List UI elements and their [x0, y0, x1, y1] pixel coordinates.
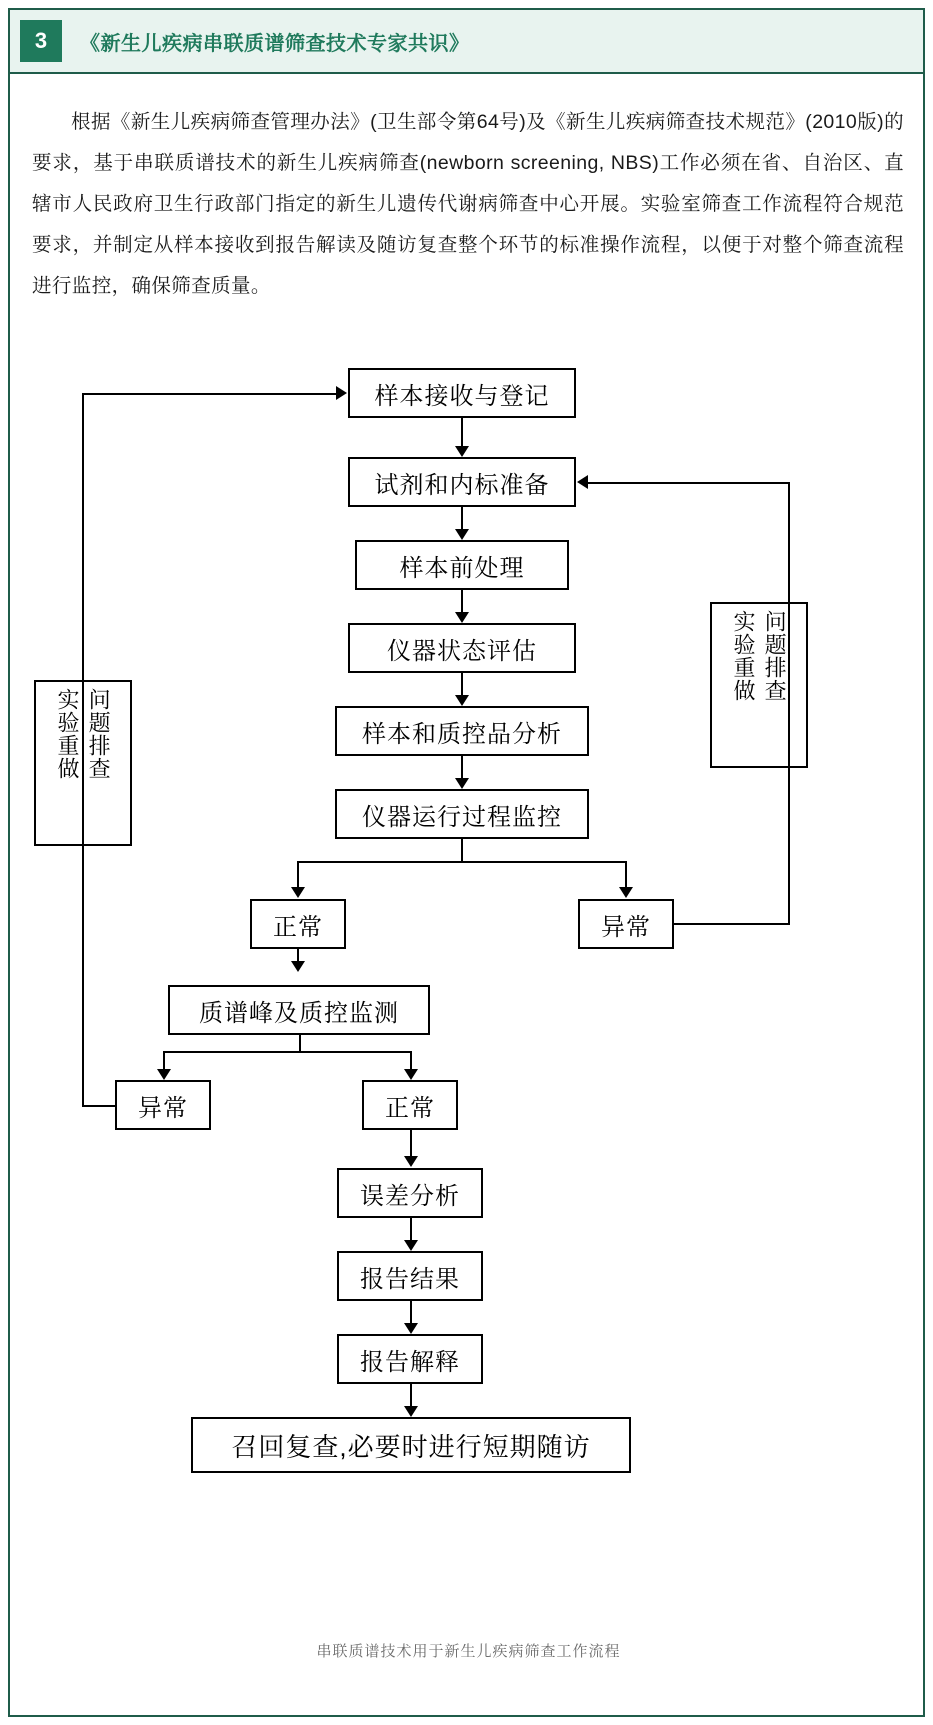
node-instrument-status: 仪器状态评估: [348, 623, 576, 673]
connector-abnormal1-right: [674, 923, 790, 925]
connector-n1-n2: [461, 418, 463, 446]
node-sample-reception: 样本接收与登记: [348, 368, 576, 418]
connector-rightbox-to-n2: [588, 482, 788, 484]
arrow-interp-recall: [404, 1406, 418, 1417]
connector-normal2-error: [410, 1130, 412, 1156]
connector-abnormal1-up: [788, 482, 790, 925]
connector-n6-split-bar: [297, 861, 627, 863]
connector-report-interp: [410, 1301, 412, 1323]
connector-split-left: [297, 861, 299, 887]
connector-interp-recall: [410, 1384, 412, 1406]
arrow-normal1-peak: [291, 961, 305, 972]
flowchart: [10, 340, 927, 1610]
node-reagent-prep: 试剂和内标准备: [348, 457, 576, 507]
node-recall-followup: 召回复查,必要时进行短期随访: [191, 1417, 631, 1473]
body-paragraph: 根据《新生儿疾病筛查管理办法》(卫生部令第64号)及《新生儿疾病筛查技术规范》(2010版)的要求，基于串联质谱技术的新生儿疾病筛查(newborn screening, NBS)工作必须在省、自治区、直辖市人民政府卫生行政部门指定的新生儿遗传代谢病筛查中心开展。实验室筛查工作流程符合规范要求，并制定从样本接收到报告解读及随访复查整个环节的标准操作流程，以便于对整个筛查流程进行监控，确保筛查质量。: [32, 111, 904, 297]
node-peak-qc-monitor: 质谱峰及质控监测: [168, 985, 430, 1035]
connector-n3-n4: [461, 590, 463, 612]
connector-error-report: [410, 1218, 412, 1240]
arrow-to-normal-2: [404, 1069, 418, 1080]
figure-caption: 串联质谱技术用于新生儿疾病筛查工作流程: [316, 1643, 621, 1660]
arrow-left-to-n1: [336, 386, 347, 400]
section-number-badge: 3: [20, 20, 62, 62]
node-abnormal-2: 异常: [115, 1080, 211, 1130]
side-box-left-col-1: 问题排查: [86, 688, 112, 780]
arrow-report-interp: [404, 1323, 418, 1334]
node-report-interpretation: 报告解释: [337, 1334, 483, 1384]
arrow-n1-n2: [455, 446, 469, 457]
connector-n6-split-stem: [461, 839, 463, 861]
arrow-n3-n4: [455, 612, 469, 623]
arrow-error-report: [404, 1240, 418, 1251]
connector-leftbox-to-n1: [82, 393, 336, 395]
connector-n5-n6: [461, 756, 463, 778]
node-report-result: 报告结果: [337, 1251, 483, 1301]
node-run-monitoring: 仪器运行过程监控: [335, 789, 589, 839]
connector-normal1-peak-stem: [297, 949, 299, 961]
connector-split-right: [625, 861, 627, 887]
node-abnormal-1: 异常: [578, 899, 674, 949]
arrow-to-normal-1: [291, 887, 305, 898]
connector-abnormal2-left: [82, 1105, 115, 1107]
connector-peak-split-right: [410, 1051, 412, 1069]
node-sample-pretreatment: 样本前处理: [355, 540, 569, 590]
arrow-n5-n6: [455, 778, 469, 789]
content-card: [8, 8, 925, 1717]
card-header: [10, 10, 923, 74]
arrow-n2-n3: [455, 529, 469, 540]
node-error-analysis: 误差分析: [337, 1168, 483, 1218]
page-title: 《新生儿疾病串联质谱筛查技术专家共识》: [80, 32, 470, 55]
connector-peak-split-bar: [163, 1051, 410, 1053]
side-box-left-col-2: 实验重做: [55, 688, 80, 780]
side-box-right-col-2: 实验重做: [731, 610, 756, 702]
connector-n4-n5: [461, 673, 463, 695]
side-box-right: [710, 602, 808, 768]
connector-n2-n3: [461, 507, 463, 529]
node-normal-2: 正常: [362, 1080, 458, 1130]
connector-abnormal2-up: [82, 393, 84, 1105]
arrow-to-abnormal-2: [157, 1069, 171, 1080]
arrow-right-to-n2: [577, 475, 588, 489]
connector-peak-split-left: [163, 1051, 165, 1069]
node-normal-1: 正常: [250, 899, 346, 949]
side-box-right-col-1: 问题排查: [762, 610, 788, 702]
arrow-n4-n5: [455, 695, 469, 706]
arrow-normal2-error: [404, 1156, 418, 1167]
arrow-to-abnormal-1: [619, 887, 633, 898]
connector-peak-split-stem: [299, 1035, 301, 1051]
node-sample-qc-analysis: 样本和质控品分析: [335, 706, 589, 756]
